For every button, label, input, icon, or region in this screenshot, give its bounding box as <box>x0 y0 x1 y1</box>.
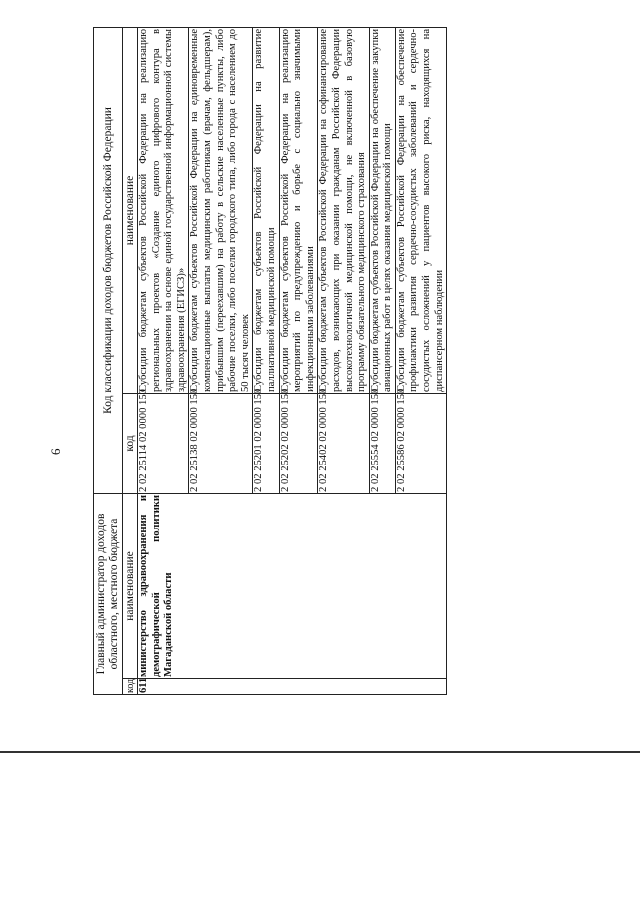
row-code: 2 02 25138 02 0000 150 <box>189 393 253 493</box>
row-code: 2 02 25114 02 0000 150 <box>138 393 189 493</box>
table-row <box>138 27 189 694</box>
row-code: 2 02 25402 02 0000 150 <box>318 393 369 493</box>
row-code: 2 02 25202 02 0000 150 <box>279 393 318 493</box>
header-classification-group: Код классификации доходов бюджетов Российской Федерации <box>94 27 123 493</box>
scan-divider-line <box>0 751 640 753</box>
row-name: Субсидии бюджетам субъектов Российской Федерации на реализацию мероприятий по предупреждению и борьбе с социально значимыми инфекционными заболеваниями <box>279 27 318 393</box>
row-name: Субсидии бюджетам субъектов Российской Федерации на развитие паллиативной медицинской помощи <box>253 27 279 393</box>
header-admin-group: Главный администратор доходов областного, местного бюджета <box>94 493 123 694</box>
header-class-name: наименование <box>123 27 138 393</box>
admin-code: 611 <box>138 679 447 695</box>
row-name: Субсидии бюджетам субъектов Российской Федерации на обеспечение закупки авиационных работ в целях оказания медицинской помощи <box>369 27 395 393</box>
admin-name: министерство здравоохранения и демографической политики Магаданской области <box>138 493 447 678</box>
row-code: 2 02 25586 02 0000 150 <box>395 393 446 493</box>
row-name: Субсидии бюджетам субъектов Российской Федерации на софинансирование расходов, возникающих при оказании гражданам Российской Федерации высокотехнологичной медицинской помощи, не включенной в базовую программу обязательного медицинского страхования <box>318 27 369 393</box>
row-name: Субсидии бюджетам субъектов Российской Федерации на реализацию региональных проектов «Создание единого цифрового контура в здравоохранении на основе единой государственной информационной системы здравоохранения (ЕГИСЗ)» <box>138 27 189 393</box>
row-code: 2 02 25554 02 0000 150 <box>369 393 395 493</box>
row-code: 2 02 25201 02 0000 150 <box>253 393 279 493</box>
row-name: Субсидии бюджетам субъектов Российской Федерации на обеспечение профилактики развития сердечно-сосудистых заболеваний и сердечно-сосудистых осложнений у пациентов высокого риска, находящихся на диспансерном наблюдении <box>395 27 446 393</box>
header-admin-name: наименование <box>123 493 138 678</box>
page-number: 6 <box>48 448 63 455</box>
revenue-classification-table <box>93 27 447 695</box>
row-name: Субсидии бюджетам субъектов Российской Федерации на единовременные компенсационные выплаты медицинским работникам (врачам, фельдшерам), прибывшим (переехавшим) на работу в сельские населенные пункты, либо рабочие поселки, либо поселки городского типа, либо города с населением до 50 тысяч человек <box>189 27 253 393</box>
header-admin-code: код <box>124 678 136 693</box>
header-class-code: код <box>123 393 138 493</box>
